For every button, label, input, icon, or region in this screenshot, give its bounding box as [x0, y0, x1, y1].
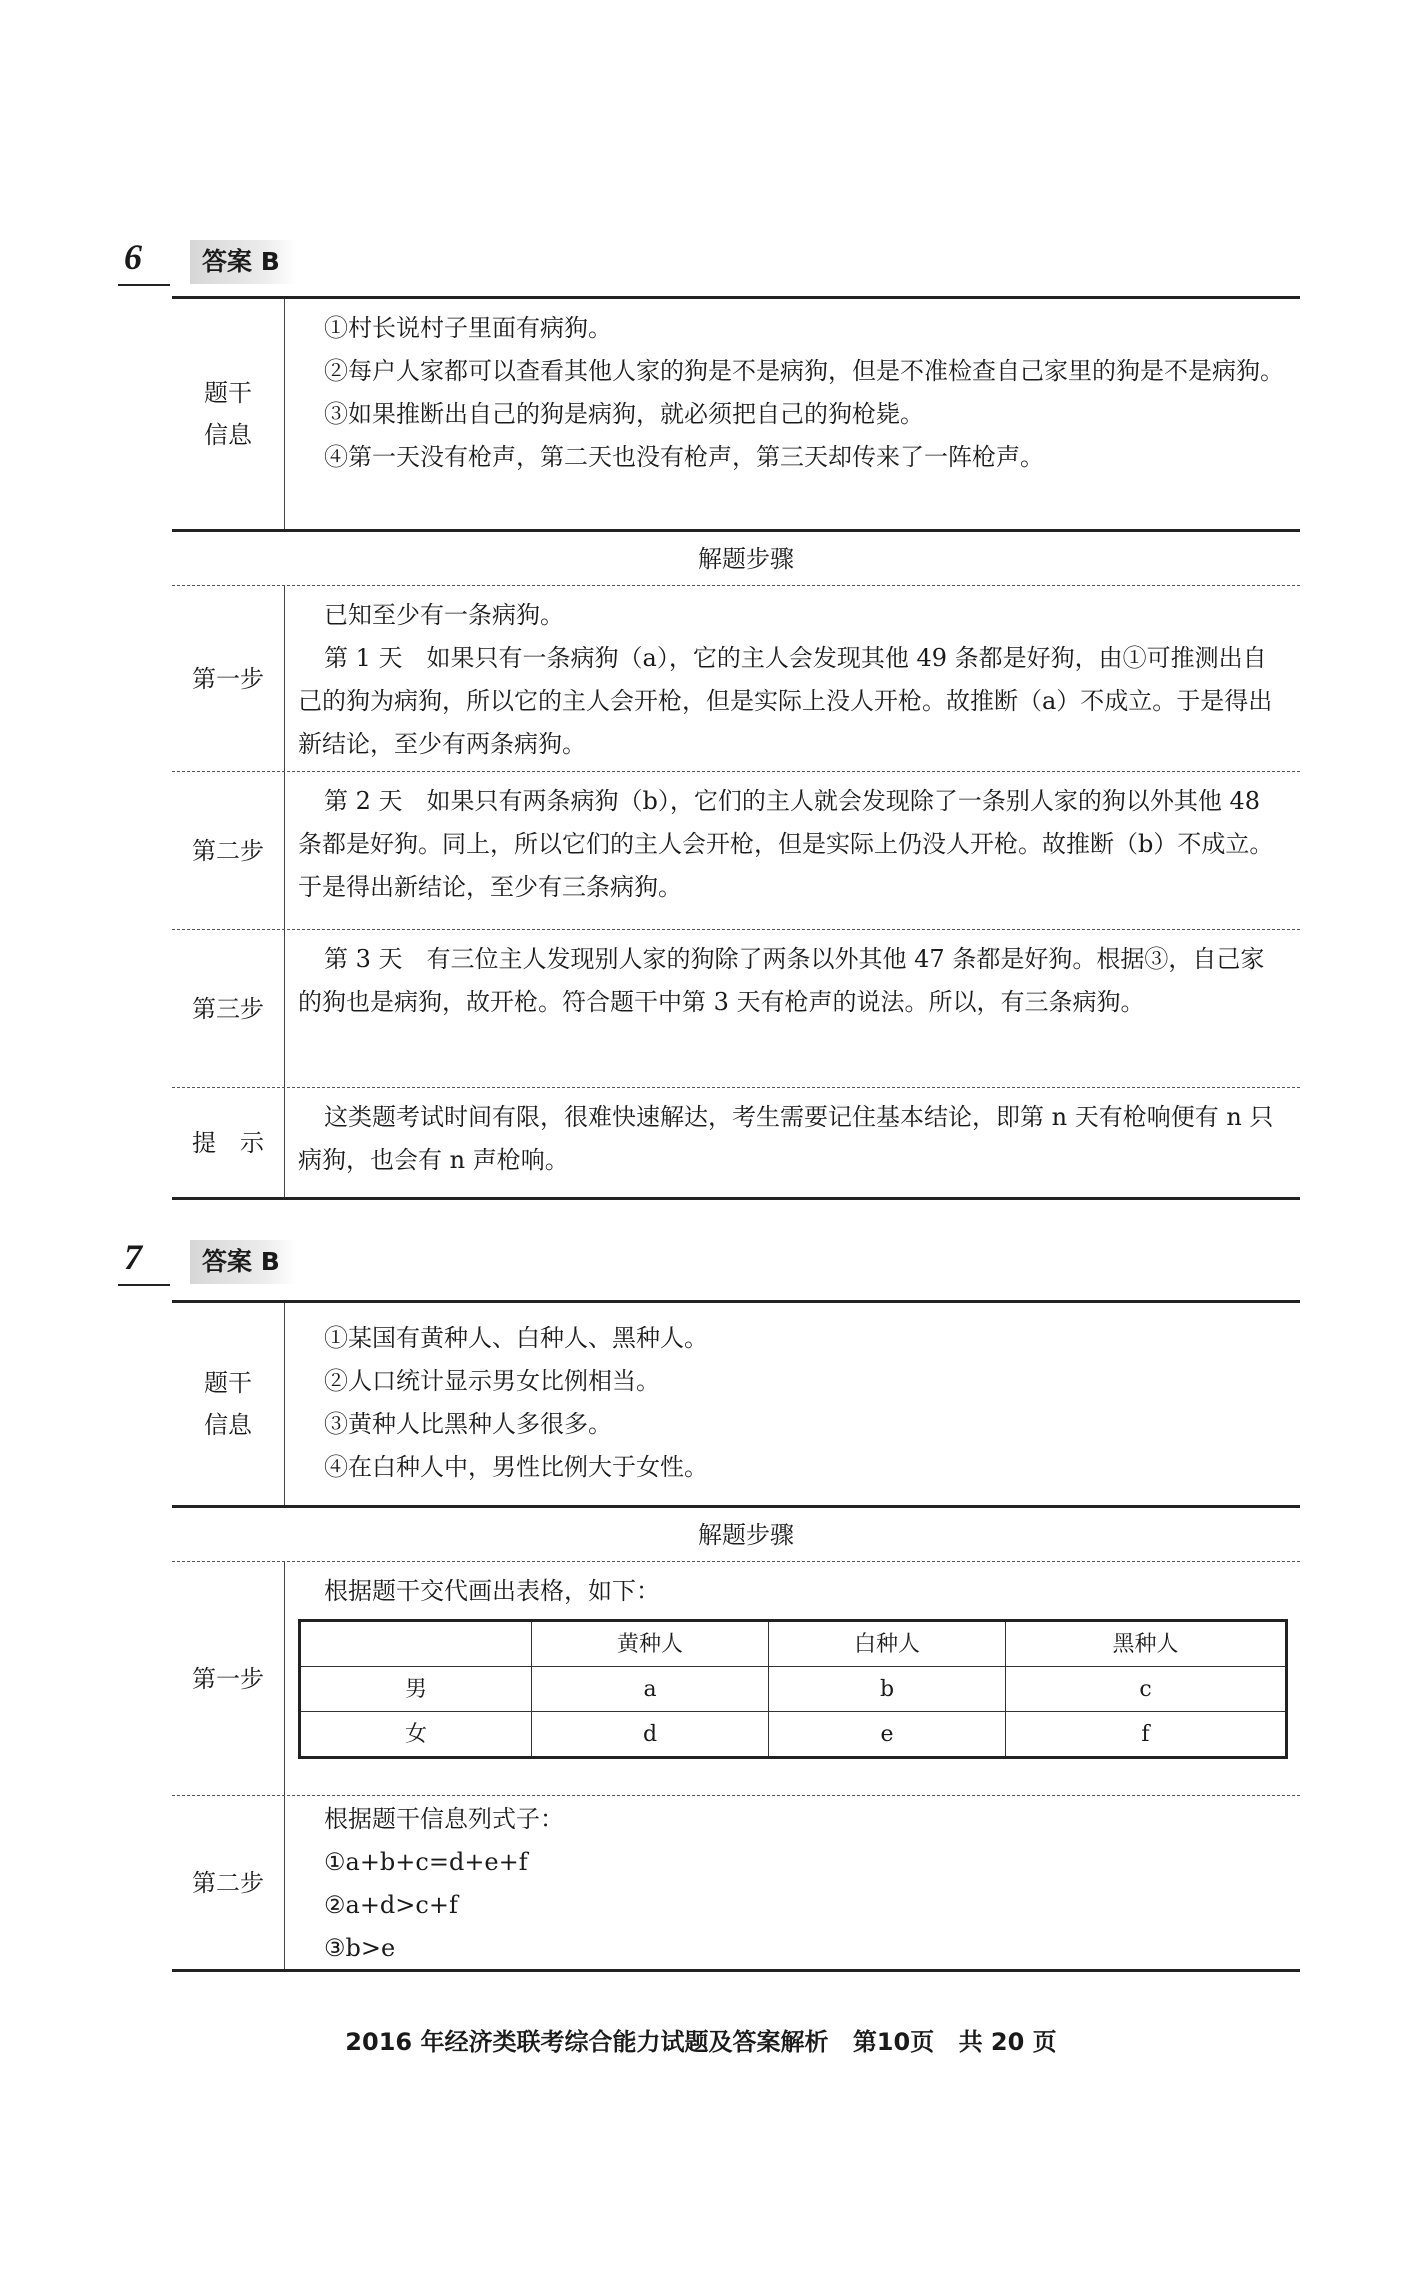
info-label-line1: 题干 [204, 379, 252, 407]
step1-line1: 已知至少有一条病狗。 [324, 601, 564, 629]
footer-total: 共 20 页 [958, 2028, 1057, 2056]
answer-badge: 答案 B [190, 240, 296, 284]
step1-label: 第一步 [172, 586, 285, 771]
page-footer [0, 2022, 1402, 2057]
footer-page: 第10页 [852, 2028, 935, 2056]
info-label-line2: 信息 [204, 421, 252, 449]
step2-line2: ①a+b+c=d+e+f [324, 1848, 528, 1876]
question-number: 7 [124, 1237, 142, 1277]
q6-step2-row [172, 772, 1300, 930]
table-row [300, 1712, 1287, 1758]
table-cell: 白种人 [769, 1621, 1006, 1667]
step2-line4: ③b>e [324, 1934, 396, 1962]
table-cell: c [1006, 1667, 1287, 1712]
steps-title: 解题步骤 [698, 545, 794, 573]
question-number-underline [118, 1284, 170, 1286]
steps-title: 解题步骤 [698, 1521, 794, 1549]
step1-intro: 根据题干交代画出表格，如下： [324, 1577, 660, 1605]
info-label-line2: 信息 [204, 1411, 252, 1439]
question-number: 6 [124, 237, 142, 277]
info-label [172, 299, 285, 529]
q6-tip-row [172, 1088, 1300, 1200]
info-item-4: ④在白种人中，男性比例大于女性。 [324, 1453, 708, 1481]
table-cell: 黑种人 [1006, 1621, 1287, 1667]
info-item-2: ②人口统计显示男女比例相当。 [324, 1367, 660, 1395]
step3-text: 第 3 天 有三位主人发现别人家的狗除了两条以外其他 47 条都是好狗。根据③，自己家的狗也是病狗，故开枪。符合题干中第 3 天有枪声的说法。所以，有三条病狗。 [298, 945, 1265, 1016]
question-7-header [118, 1236, 308, 1296]
info-label-line1: 题干 [204, 1369, 252, 1397]
q6-step3-row [172, 930, 1300, 1088]
step1-line2: 第 1 天 如果只有一条病狗（a），它的主人会发现其他 49 条都是好狗，由①可推测出自己的狗为病狗，所以它的主人会开枪，但是实际上没人开枪。故推断（a）不成立。于是得出新结论，至少有两条病狗。 [298, 644, 1273, 758]
info-item-3: ③黄种人比黑种人多很多。 [324, 1410, 612, 1438]
table-cell: a [532, 1667, 769, 1712]
info-item-1: ①村长说村子里面有病狗。 [324, 314, 612, 342]
answer-badge: 答案 B [190, 1240, 296, 1284]
info-item-2: ②每户人家都可以查看其他人家的狗是不是病狗，但是不准检查自己家里的狗是不是病狗。 [324, 357, 1284, 385]
step1-label: 第一步 [172, 1562, 285, 1795]
population-table [298, 1619, 1288, 1759]
q6-info-row [172, 296, 1300, 532]
table-cell: 女 [300, 1712, 532, 1758]
info-item-4: ④第一天没有枪声，第二天也没有枪声，第三天却传来了一阵枪声。 [324, 443, 1044, 471]
q6-steps-title-row [172, 532, 1300, 586]
table-cell: 黄种人 [532, 1621, 769, 1667]
table-cell: b [769, 1667, 1006, 1712]
step2-label: 第二步 [172, 1796, 285, 1969]
q6-step1-row [172, 586, 1300, 772]
question-6-table [172, 296, 1300, 1200]
question-6-header [118, 236, 308, 296]
step2-label: 第二步 [172, 772, 285, 929]
q7-info-row [172, 1300, 1300, 1508]
q7-step1-row [172, 1562, 1300, 1796]
tip-text: 这类题考试时间有限，很难快速解达，考生需要记住基本结论，即第 n 天有枪响便有 n 只病狗，也会有 n 声枪响。 [298, 1103, 1274, 1174]
step2-line3: ②a+d>c+f [324, 1891, 458, 1919]
info-item-1: ①某国有黄种人、白种人、黑种人。 [324, 1324, 708, 1352]
q7-step2-row [172, 1796, 1300, 1972]
step2-text: 第 2 天 如果只有两条病狗（b），它们的主人就会发现除了一条别人家的狗以外其他 48 条都是好狗。同上，所以它们的主人会开枪，但是实际上仍没人开枪。故推断（b）不成立。于是得出新结论，至少有三条病狗。 [298, 787, 1274, 901]
step3-label: 第三步 [172, 930, 285, 1087]
table-cell: 男 [300, 1667, 532, 1712]
table-cell: f [1006, 1712, 1287, 1758]
table-header-row [300, 1621, 1287, 1667]
question-number-underline [118, 284, 170, 286]
table-cell [300, 1621, 532, 1667]
question-7-table [172, 1300, 1300, 1972]
tip-label: 提 示 [172, 1088, 285, 1197]
footer-title: 2016 年经济类联考综合能力试题及答案解析 [345, 2028, 829, 2056]
step2-line1: 根据题干信息列式子： [324, 1805, 564, 1833]
info-label [172, 1303, 285, 1505]
q7-steps-title-row [172, 1508, 1300, 1562]
table-row [300, 1667, 1287, 1712]
table-cell: d [532, 1712, 769, 1758]
table-cell: e [769, 1712, 1006, 1758]
info-item-3: ③如果推断出自己的狗是病狗，就必须把自己的狗枪毙。 [324, 400, 924, 428]
